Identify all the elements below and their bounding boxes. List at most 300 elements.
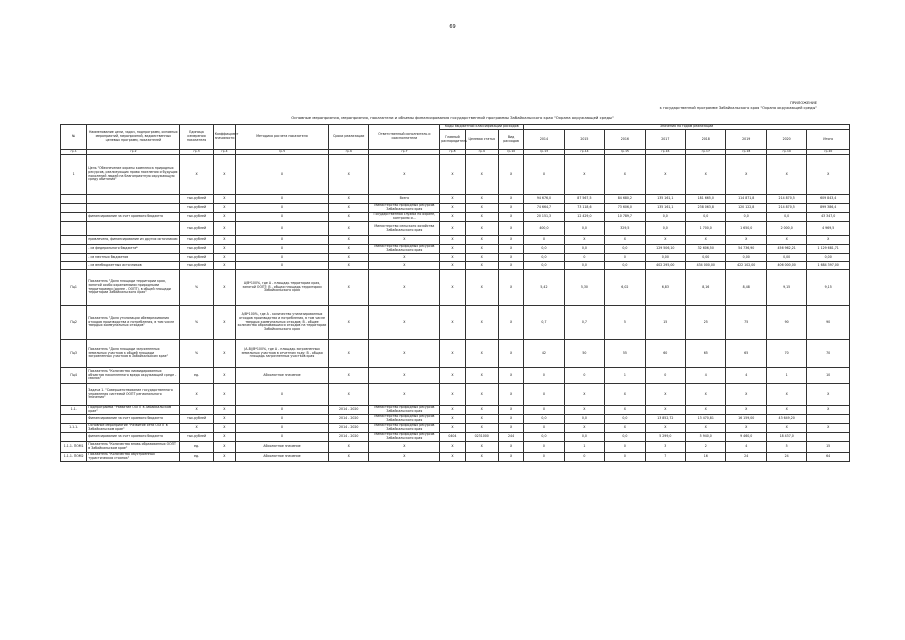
table-cell: 4 xyxy=(726,442,766,453)
row-name-cell: Задача 1. "Совершенствование государственного управления системой ООПТ регионального значения" xyxy=(87,384,180,406)
row-name-cell: Основное мероприятие "Развитие сети ООПТ в Забайкальском крае" xyxy=(87,424,180,433)
table-cell: X xyxy=(235,424,328,433)
table-row xyxy=(61,254,850,262)
header-year: 2016 xyxy=(605,130,645,150)
header-year: 2017 xyxy=(645,130,685,150)
table-cell: 13 852,72 xyxy=(645,415,685,424)
table-cell: X xyxy=(564,236,604,245)
header-period: Сроки реализации xyxy=(329,125,369,150)
table-cell: X xyxy=(686,155,726,195)
table-cell: X xyxy=(235,222,328,236)
header-num: № xyxy=(61,125,87,150)
table-cell: 90 xyxy=(766,306,806,340)
table-cell: X xyxy=(498,453,523,462)
table-cell: тыс.рублей xyxy=(180,245,213,254)
table-cell: X xyxy=(213,222,235,236)
table-cell: X xyxy=(369,155,440,195)
table-cell: 0,0 xyxy=(726,213,766,222)
table-cell: 0,0 xyxy=(564,222,604,236)
table-row xyxy=(61,236,850,245)
table-cell: 1 650,0 xyxy=(726,222,766,236)
table-cell: 2 000,0 xyxy=(766,222,806,236)
header-cs: Целевая статья xyxy=(465,130,498,150)
row-name-cell: Показатель "Доля площади территории края, занятой особо охраняемыми природными территориями (далее - ООПТ), в общей площади территории Забайкальского края" xyxy=(87,270,180,306)
row-number-cell: 1.1. xyxy=(61,406,87,415)
table-cell: X xyxy=(440,213,465,222)
table-cell: тыс.рублей xyxy=(180,433,213,442)
table-cell: X xyxy=(465,236,498,245)
table-cell: X xyxy=(329,222,369,236)
table-cell: X xyxy=(465,415,498,424)
table-cell: X xyxy=(726,384,766,406)
table-row xyxy=(61,306,850,340)
table-cell: X xyxy=(213,155,235,195)
table-cell: 16 xyxy=(686,453,726,462)
table-cell: X xyxy=(213,442,235,453)
row-name-cell xyxy=(87,195,180,204)
table-cell: X xyxy=(564,155,604,195)
table-cell: X xyxy=(440,195,465,204)
table-row xyxy=(61,406,850,415)
table-cell: X xyxy=(524,236,564,245)
table-cell: 5 940,0 xyxy=(686,433,726,442)
table-cell: 0,00 xyxy=(766,254,806,262)
table-cell: X xyxy=(329,204,369,213)
table-cell: X xyxy=(329,254,369,262)
table-cell: 4 xyxy=(686,368,726,384)
table-cell: 94 676,0 xyxy=(524,195,564,204)
table-cell: тыс.рублей xyxy=(180,195,213,204)
header-year: 2018 xyxy=(686,130,726,150)
table-cell: X xyxy=(524,406,564,415)
table-cell: 456 962,21 xyxy=(766,245,806,254)
table-cell: X xyxy=(235,155,328,195)
table-cell: 65 xyxy=(686,340,726,368)
table-cell: X xyxy=(465,453,498,462)
table-cell: тыс.рублей xyxy=(180,213,213,222)
table-cell: X xyxy=(440,262,465,270)
row-number-cell xyxy=(61,204,87,213)
header-coef: Коэффициент значимости xyxy=(213,125,235,150)
table-cell: Абсолютное значение xyxy=(235,442,328,453)
table-cell: тыс.рублей xyxy=(180,415,213,424)
table-cell: X xyxy=(498,213,523,222)
table-cell: X xyxy=(498,424,523,433)
table-cell: X xyxy=(369,368,440,384)
table-cell: X xyxy=(440,453,465,462)
table-cell: X xyxy=(369,306,440,340)
table-row xyxy=(61,270,850,306)
table-cell: X xyxy=(213,262,235,270)
table-cell: X xyxy=(329,384,369,406)
table-cell: 10 xyxy=(807,368,850,384)
table-cell: X xyxy=(369,236,440,245)
row-number-cell: Пц4 xyxy=(61,368,87,384)
table-cell: X xyxy=(726,236,766,245)
header-executor: Ответственный исполнитель и соисполнители xyxy=(369,125,440,150)
table-cell: 43 649,20 xyxy=(766,415,806,424)
table-cell: Государственная служба по охране, контролю и... xyxy=(369,213,440,222)
column-number: гр.8 xyxy=(440,150,465,155)
table-cell: 1 129 681,71 xyxy=(807,245,850,254)
table-cell: 90 xyxy=(807,306,850,340)
column-number: гр.10 xyxy=(498,150,523,155)
column-number: гр.14 xyxy=(564,150,604,155)
table-cell: тыс.рублей xyxy=(180,204,213,213)
table-cell: 87 567,5 xyxy=(564,195,604,204)
table-cell: 4 xyxy=(726,368,766,384)
table-cell: 20 151,3 xyxy=(524,213,564,222)
table-cell: X xyxy=(440,270,465,306)
table-cell: 899 386,4 xyxy=(807,204,850,213)
row-name-cell: Показатель "Доля площади загрязненных земельных участков к общей площади загрязненных участков в Забайкальском крае" xyxy=(87,340,180,368)
table-cell: 400,0 xyxy=(524,222,564,236)
table-cell: 0,0 xyxy=(564,415,604,424)
table-cell: X xyxy=(524,155,564,195)
row-name-cell: Показатель "Доля утилизации обезвреживания отходов производства и потребления, в том числе твердых коммунальных отходов" xyxy=(87,306,180,340)
table-cell: 406 000,00 xyxy=(766,262,806,270)
row-number-cell xyxy=(61,433,87,442)
table-cell: X xyxy=(440,306,465,340)
table-cell: 0 xyxy=(605,442,645,453)
appendix-line: к государственной программе Забайкальского края "Охрана окружающей среды" xyxy=(659,106,817,110)
header-total: Итого xyxy=(807,130,850,150)
table-row xyxy=(61,340,850,368)
table-cell: 0231000 xyxy=(465,433,498,442)
column-number: гр.20 xyxy=(807,150,850,155)
row-number-cell xyxy=(61,415,87,424)
table-cell: X xyxy=(213,406,235,415)
table-cell: 135 161,1 xyxy=(645,204,685,213)
table-cell: 0 xyxy=(605,254,645,262)
column-number: гр.5 xyxy=(235,150,328,155)
table-cell: X xyxy=(807,406,850,415)
table-cell: Министерство природных ресурсов Забайкальского края xyxy=(369,424,440,433)
table-cell: X xyxy=(498,195,523,204)
table-cell: Абсолютное значение xyxy=(235,453,328,462)
table-cell: X xyxy=(645,384,685,406)
table-cell: X xyxy=(766,384,806,406)
table-cell: 0 xyxy=(645,368,685,384)
table-cell: X xyxy=(329,368,369,384)
table-cell: X xyxy=(465,204,498,213)
row-number-cell xyxy=(61,213,87,222)
table-cell: X xyxy=(329,306,369,340)
table-cell: X xyxy=(498,155,523,195)
table-cell: 2 xyxy=(686,442,726,453)
table-cell: X xyxy=(465,262,498,270)
table-cell: Министерство сельского хозяйства Забайкальского края xyxy=(369,222,440,236)
header-name: Наименование цели, задач, подпрограмм, основных мероприятий, мероприятий, ведомственных целевых программ, показателей xyxy=(87,125,180,150)
column-number: гр.2 xyxy=(87,150,180,155)
table-cell: X xyxy=(329,453,369,462)
table-cell: 6,83 xyxy=(645,270,685,306)
table-cell: 15 xyxy=(807,442,850,453)
table-cell: X xyxy=(498,270,523,306)
table-cell: X xyxy=(329,195,369,204)
table-cell: 1 xyxy=(605,368,645,384)
table-cell: X xyxy=(440,204,465,213)
table-cell: 0,0 xyxy=(605,245,645,254)
table-cell: 7 xyxy=(645,453,685,462)
table-cell: 0 xyxy=(564,368,604,384)
table-cell: X xyxy=(440,245,465,254)
column-number: гр.13 xyxy=(524,150,564,155)
column-number: гр.3 xyxy=(180,150,213,155)
table-cell: X xyxy=(726,155,766,195)
table-cell: % xyxy=(180,340,213,368)
table-cell: X xyxy=(213,236,235,245)
table-cell: 422 102,00 xyxy=(726,262,766,270)
table-cell: 129 506,10 xyxy=(645,245,685,254)
table-cell: тыс.рублей xyxy=(180,236,213,245)
table-cell: 0,00 xyxy=(686,254,726,262)
table-cell: X xyxy=(440,384,465,406)
header-vr: Вид расходов xyxy=(498,130,523,150)
table-cell: X xyxy=(369,442,440,453)
row-number-cell xyxy=(61,195,87,204)
table-cell: 70 xyxy=(766,340,806,368)
table-cell: X xyxy=(807,384,850,406)
table-row xyxy=(61,433,850,442)
header-unit: Единица измерения показателя xyxy=(180,125,213,150)
table-cell: X xyxy=(440,222,465,236)
table-cell: X xyxy=(369,384,440,406)
table-cell: X xyxy=(498,384,523,406)
table-cell: 24 xyxy=(726,453,766,462)
table-cell: Министерство природных ресурсов Забайкальского края xyxy=(369,406,440,415)
table-cell: 5,42 xyxy=(524,270,564,306)
table-cell: 214 870,5 xyxy=(766,204,806,213)
table-cell: % xyxy=(180,270,213,306)
table-cell: X xyxy=(235,245,328,254)
table-cell: 54 736,90 xyxy=(726,245,766,254)
table-row xyxy=(61,195,850,204)
table-cell: 10 789,7 xyxy=(605,213,645,222)
table-cell: X xyxy=(213,453,235,462)
table-cell: 8,16 xyxy=(686,270,726,306)
table-cell: 244 xyxy=(498,433,523,442)
table-cell: X xyxy=(235,254,328,262)
table-cell: Абсолютное значение xyxy=(235,368,328,384)
table-cell: X xyxy=(498,204,523,213)
table-cell: X xyxy=(498,236,523,245)
table-cell: 1 xyxy=(766,368,806,384)
table-cell: X xyxy=(369,270,440,306)
table-cell: X xyxy=(564,384,604,406)
table-cell: 0,0 xyxy=(524,262,564,270)
table-cell: X xyxy=(440,415,465,424)
table-cell: 60 xyxy=(645,340,685,368)
row-number-cell: 1 xyxy=(61,155,87,195)
table-cell: X xyxy=(180,384,213,406)
table-row xyxy=(61,262,850,270)
table-cell: X xyxy=(686,236,726,245)
table-cell: 12 429,0 xyxy=(564,213,604,222)
row-number-cell xyxy=(61,384,87,406)
table-cell: 65 xyxy=(726,340,766,368)
table-cell: 9,15 xyxy=(807,270,850,306)
table-cell: 50 xyxy=(564,340,604,368)
table-cell: 329,5 xyxy=(605,222,645,236)
column-number: гр.18 xyxy=(726,150,766,155)
table-cell: 0,0 xyxy=(564,245,604,254)
table-cell: ед. xyxy=(180,442,213,453)
table-cell: X xyxy=(213,384,235,406)
table-cell: 0,0 xyxy=(645,213,685,222)
table-cell: X xyxy=(329,236,369,245)
appendix-label: ПРИЛОЖЕНИЕ xyxy=(790,101,817,105)
table-cell: X xyxy=(465,222,498,236)
table-cell: X xyxy=(213,254,235,262)
table-cell: X xyxy=(605,155,645,195)
table-cell: 6,02 xyxy=(605,270,645,306)
row-number-cell xyxy=(61,245,87,254)
document-title: Основные мероприятия, мероприятия, показатели и объемы финансирования государственной программы Забайкальского края "Охрана окружающей среды" xyxy=(291,115,614,120)
header-year: 2020 xyxy=(766,130,806,150)
table-cell: 0,0 xyxy=(524,254,564,262)
table-cell: 9,15 xyxy=(766,270,806,306)
table-row xyxy=(61,384,850,406)
header-gr: Главный распорядитель xyxy=(440,130,465,150)
table-cell: 434 000,00 xyxy=(686,262,726,270)
table-cell: 609 843,4 xyxy=(807,195,850,204)
header-year: 2015 xyxy=(564,130,604,150)
table-cell xyxy=(807,433,850,442)
table-cell: тыс.рублей xyxy=(180,254,213,262)
table-cell: 0,0 xyxy=(564,262,604,270)
table-cell: X xyxy=(465,442,498,453)
table-cell: 0,0 xyxy=(605,415,645,424)
table-cell: X xyxy=(440,368,465,384)
table-cell: 0 xyxy=(524,442,564,453)
table-cell: 5,30 xyxy=(564,270,604,306)
table-cell: Министерство природных ресурсов Забайкальского края xyxy=(369,245,440,254)
table-cell: X xyxy=(498,415,523,424)
table-cell: X xyxy=(465,155,498,195)
header-method: Методика расчета показателя xyxy=(235,125,328,150)
table-cell: % xyxy=(180,306,213,340)
table-cell: X xyxy=(605,406,645,415)
table-row xyxy=(61,213,850,222)
table-cell: X xyxy=(213,340,235,368)
table-cell: 0,0 xyxy=(645,222,685,236)
table-cell: X xyxy=(645,236,685,245)
table-cell: X xyxy=(180,155,213,195)
row-name-cell: Показатель "Количество ликвидированных объектов накопленного вреда окружающей среде - свалок" xyxy=(87,368,180,384)
table-cell: X xyxy=(686,406,726,415)
header-year: 2019 xyxy=(726,130,766,150)
table-cell: тыс.рублей xyxy=(180,222,213,236)
page-number: 69 xyxy=(449,24,456,30)
table-cell: 2014 - 2020 xyxy=(329,415,369,424)
table-row xyxy=(61,424,850,433)
table-cell: 2014 - 2020 xyxy=(329,424,369,433)
table-cell: 18 437,0 xyxy=(766,433,806,442)
table-cell: X xyxy=(498,222,523,236)
table-row xyxy=(61,245,850,254)
table-cell: 238 063,8 xyxy=(686,204,726,213)
table-cell: X xyxy=(465,340,498,368)
row-name-cell: финансирование за счет краевого бюджета xyxy=(87,433,180,442)
table-cell: 16 159,00 xyxy=(726,415,766,424)
table-cell: X xyxy=(329,155,369,195)
table-cell: А/В*100%, где А - площадь территории края, занятой ООПТ; В - общая площадь территории Забайкальского края xyxy=(235,270,328,306)
table-cell: 0 xyxy=(524,453,564,462)
table-cell: 5 xyxy=(605,306,645,340)
table-cell: X xyxy=(213,368,235,384)
table-cell: 135 161,1 xyxy=(645,195,685,204)
table-cell: X xyxy=(213,213,235,222)
table-cell: 73 606,0 xyxy=(605,204,645,213)
table-cell: 13 470,81 xyxy=(686,415,726,424)
row-number-cell: Пц3 xyxy=(61,340,87,368)
table-cell: X xyxy=(180,424,213,433)
table-cell: X xyxy=(807,236,850,245)
table-cell: X xyxy=(465,270,498,306)
column-number: гр.19 xyxy=(766,150,806,155)
table-cell: X xyxy=(369,453,440,462)
table-cell: X xyxy=(213,433,235,442)
table-cell: 42 xyxy=(524,340,564,368)
table-cell: X xyxy=(235,433,328,442)
table-cell: X xyxy=(213,195,235,204)
table-cell: 64 xyxy=(807,453,850,462)
table-cell: 0 xyxy=(524,368,564,384)
table-cell: X xyxy=(235,204,328,213)
column-number: гр.16 xyxy=(645,150,685,155)
table-cell: 0,00 xyxy=(645,254,685,262)
table-cell: 5 299,0 xyxy=(645,433,685,442)
table-cell: X xyxy=(498,262,523,270)
table-cell: 73 118,6 xyxy=(564,204,604,213)
column-number: гр.7 xyxy=(369,150,440,155)
table-row xyxy=(61,415,850,424)
table-cell: X xyxy=(440,406,465,415)
table-cell: 74 664,7 xyxy=(524,204,564,213)
table-cell: X xyxy=(440,442,465,453)
table-cell: 0 xyxy=(564,453,604,462)
table-cell: 0,7 xyxy=(524,306,564,340)
table-cell: 0,00 xyxy=(726,254,766,262)
table-cell: X xyxy=(807,424,850,433)
table-cell: тыс.рублей xyxy=(180,262,213,270)
table-cell: Министерство природных ресурсов Забайкальского края xyxy=(369,415,440,424)
table-cell: X xyxy=(766,406,806,415)
table-cell: ед. xyxy=(180,453,213,462)
table-cell: X xyxy=(369,340,440,368)
table-cell: X xyxy=(440,155,465,195)
table-cell: 2014 - 2020 xyxy=(329,406,369,415)
table-cell: 114 871,8 xyxy=(726,195,766,204)
program-table xyxy=(60,124,850,462)
table-cell: (А-В)/В*100%, где А - площадь загрязненных земельных участков в отчетном году; В - общая площадь загрязненных участков края xyxy=(235,340,328,368)
table-row xyxy=(61,368,850,384)
table-row xyxy=(61,453,850,462)
row-number-cell: Пц1 xyxy=(61,270,87,306)
table-cell: X xyxy=(213,424,235,433)
table-cell: 0,7 xyxy=(564,306,604,340)
table-cell: X xyxy=(524,384,564,406)
table-cell: X xyxy=(235,236,328,245)
table-cell: X xyxy=(465,254,498,262)
table-cell: 25 xyxy=(686,306,726,340)
table-cell: X xyxy=(465,245,498,254)
table-cell: X xyxy=(498,306,523,340)
table-cell: X xyxy=(465,195,498,204)
table-cell: 9 460,0 xyxy=(726,433,766,442)
row-name-cell: Цель "Обеспечение охраны комплекса природных ресурсов, реализующих право населения и будущих поколений людей на благоприятную окружающую среду обитания" xyxy=(87,155,180,195)
